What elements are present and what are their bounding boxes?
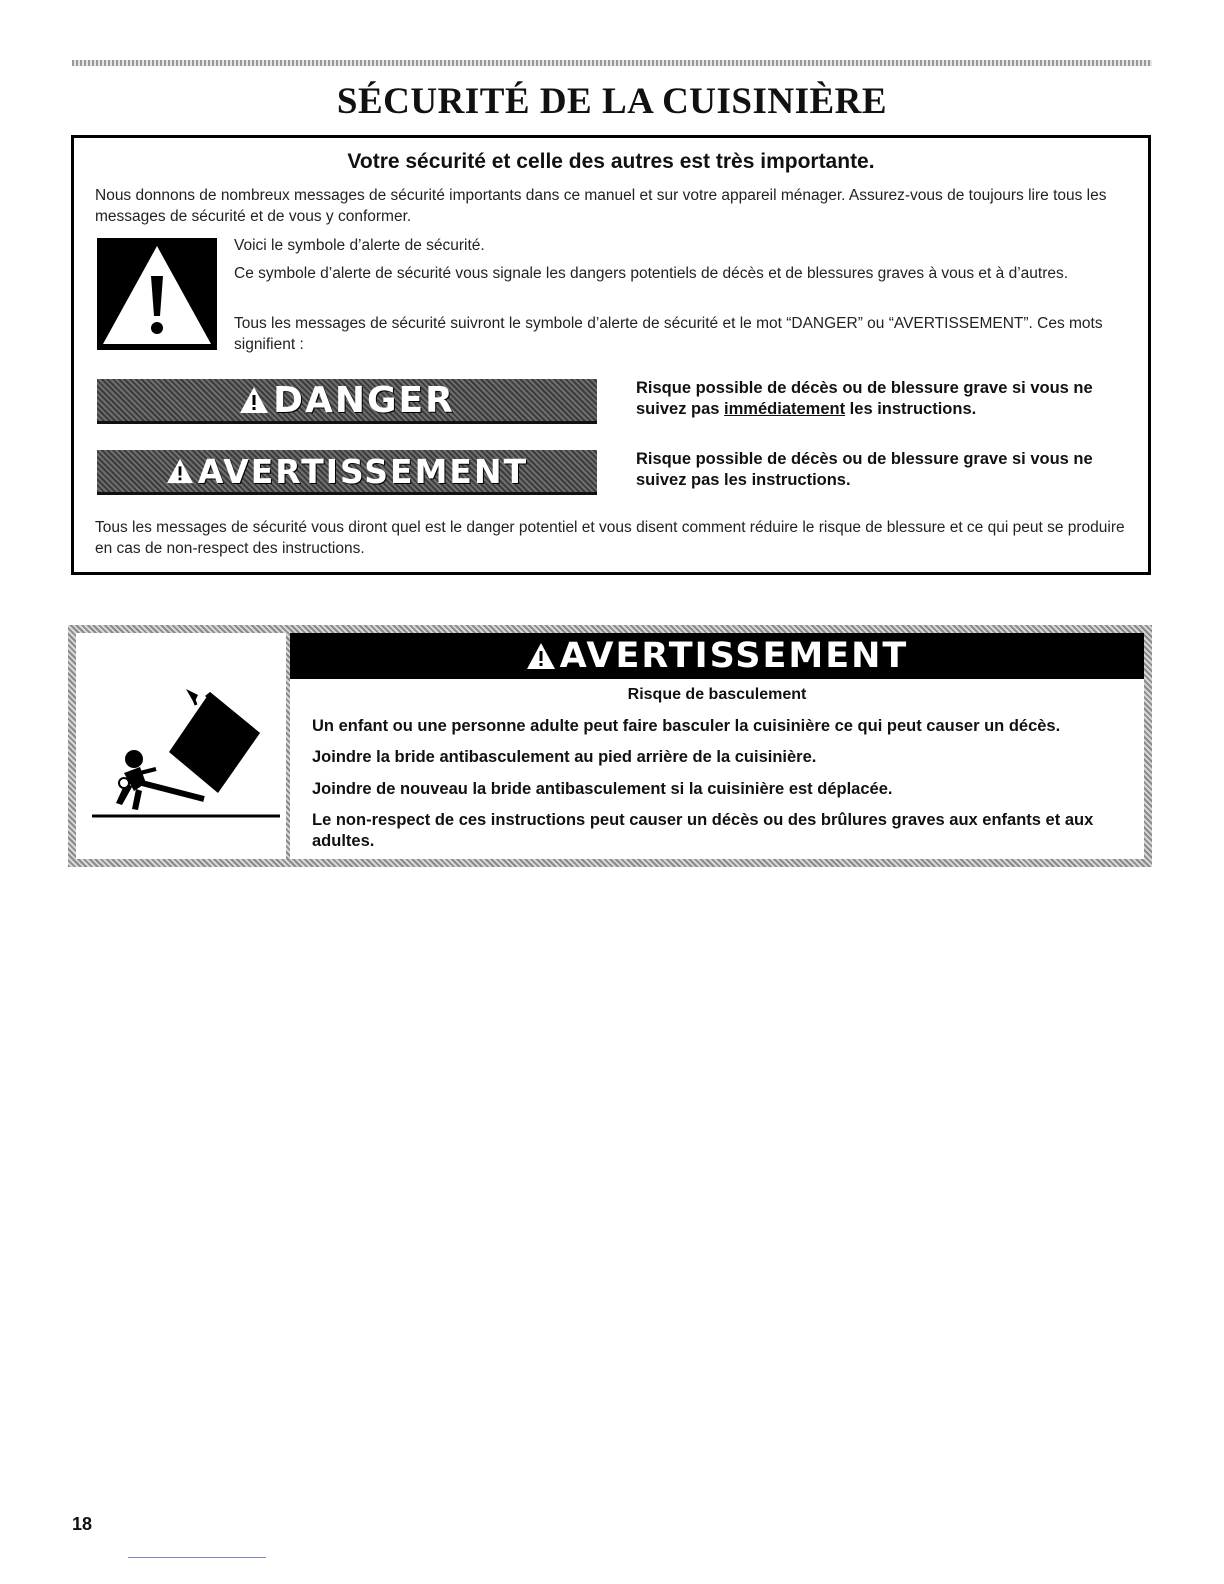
- safety-footer-text: Tous les messages de sécurité vous diront quel est le danger potentiel et vous disent comment réduire le risque de blessure et ce qui peut se produire en cas de non-respect des instructions.: [95, 519, 1125, 557]
- safety-heading: Votre sécurité et celle des autres est très importante.: [347, 150, 875, 173]
- tip-over-body: [290, 679, 1144, 859]
- page-number: 18: [72, 1514, 93, 1534]
- tip-over-line-2: Joindre la bride antibasculement au pied arrière de la cuisinière.: [312, 748, 817, 766]
- tip-over-subtitle: Risque de basculement: [627, 686, 807, 703]
- bottom-divider: [128, 1557, 266, 1558]
- warning-triangle-icon: [239, 386, 269, 414]
- warning-triangle-icon: [526, 642, 556, 670]
- danger-description: Risque possible de décès ou de blessure grave si vous ne suivez pas immédiatement les instructions.: [636, 379, 1093, 418]
- warning-description: Risque possible de décès ou de blessure grave si vous ne suivez pas les instructions.: [636, 450, 1093, 489]
- top-divider: [72, 60, 1152, 66]
- tip-over-header-label: AVERTISSEMENT: [559, 636, 909, 676]
- alert-symbol-line-3: Tous les messages de sécurité suivront le symbole d’alerte de sécurité et le mot “DANGER” ou “AVERTISSEMENT”. Ces mots signifient :: [234, 315, 1103, 353]
- alert-symbol-line-2: Ce symbole d’alerte de sécurité vous signale les dangers potentiels de décès et de blessures graves à vous et à d’autres.: [234, 265, 1069, 282]
- safety-alert-triangle-icon: [97, 238, 217, 350]
- danger-signal-bar: [97, 379, 597, 424]
- safety-intro-box: [71, 135, 1151, 575]
- warning-signal-bar: [97, 450, 597, 495]
- page-title: SÉCURITÉ DE LA CUISINIÈRE: [336, 81, 888, 122]
- tip-over-line-4: Le non-respect de ces instructions peut causer un décès ou des brûlures graves aux enfants et aux adultes.: [312, 811, 1094, 850]
- warning-triangle-icon: [166, 458, 194, 484]
- tip-over-line-1: Un enfant ou une personne adulte peut faire basculer la cuisinière ce qui peut causer un décès.: [312, 717, 1061, 735]
- warning-label: AVERTISSEMENT: [197, 451, 529, 491]
- danger-emphasis: immédiatement: [724, 400, 846, 418]
- child-tipping-range-icon: [76, 633, 286, 859]
- alert-symbol-line-1: Voici le symbole d’alerte de sécurité.: [234, 237, 485, 254]
- tip-over-line-3: Joindre de nouveau la bride antibasculement si la cuisinière est déplacée.: [312, 780, 893, 798]
- safety-intro-text: Nous donnons de nombreux messages de sécurité importants dans ce manuel et sur votre appareil ménager. Assurez-vous de toujours lire tous les messages de sécurité et de vous y conformer.: [95, 187, 1107, 225]
- tip-over-header: [290, 633, 1144, 679]
- tip-over-warning-box: [68, 625, 1152, 867]
- danger-label: DANGER: [273, 379, 455, 421]
